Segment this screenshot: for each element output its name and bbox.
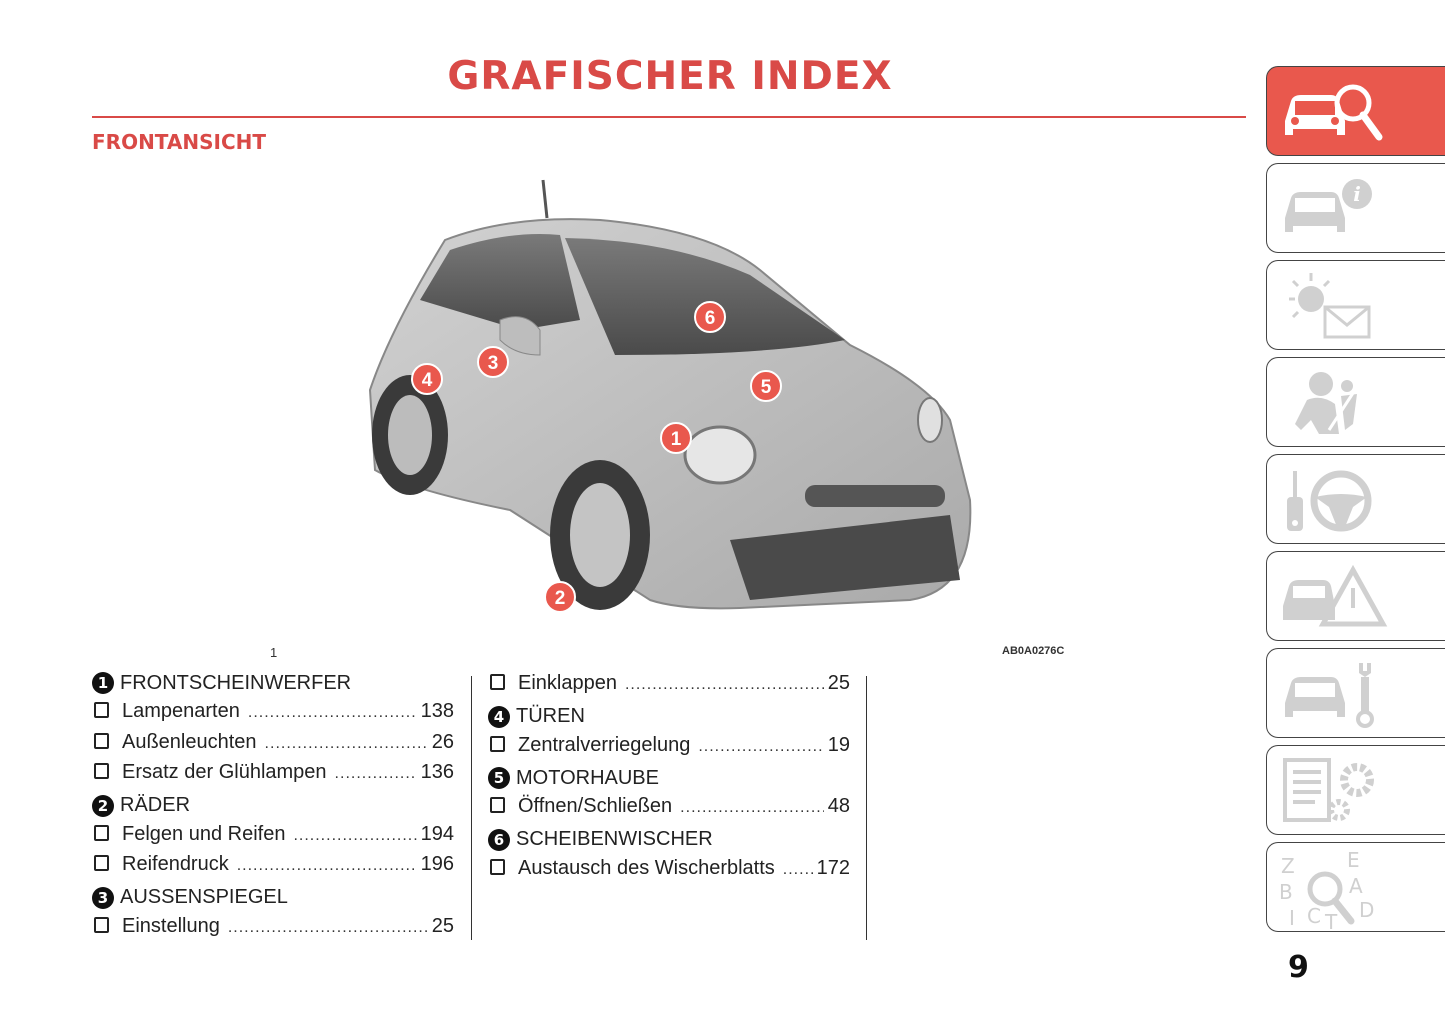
section-heading-label: SCHEIBENWISCHER [516, 828, 713, 850]
section-title: FRONTANSICHT [92, 130, 267, 154]
leader-dots [625, 670, 824, 701]
section-heading-label: AUSSENSPIEGEL [120, 886, 288, 908]
callout-4 [412, 364, 442, 394]
svg-text:4: 4 [421, 370, 433, 391]
tab-emergency[interactable] [1266, 551, 1445, 641]
entry-label: Reifendruck [122, 853, 229, 875]
index-entry[interactable] [92, 849, 454, 880]
entry-page: 26 [431, 730, 454, 753]
entry-label: Außenleuchten [122, 730, 257, 753]
column-divider [866, 676, 867, 940]
emergency-warning-icon [1279, 558, 1389, 634]
svg-text:2: 2 [554, 588, 566, 609]
alphabetical-index-icon [1279, 849, 1389, 929]
svg-text:I: I [1289, 906, 1295, 929]
leader-dots [265, 729, 428, 760]
section-heading-label: TÜREN [516, 705, 585, 727]
index-column-2 [488, 668, 850, 883]
lights-message-icon [1279, 267, 1389, 343]
svg-text:A: A [1349, 874, 1363, 898]
number-badge: 1 [92, 672, 114, 694]
checkbox-icon [490, 859, 505, 875]
figure-number: 1 [270, 645, 278, 660]
entry-page: 172 [816, 856, 850, 879]
number-badge: 2 [92, 795, 114, 817]
section-heading [92, 793, 454, 819]
svg-text:D: D [1359, 898, 1375, 922]
entry-label: Öffnen/Schließen [518, 795, 673, 817]
index-entry[interactable] [488, 730, 850, 761]
checkbox-icon [94, 917, 109, 933]
entry-label: Lampenarten [122, 700, 240, 722]
car-service-icon [1279, 655, 1389, 731]
car-search-icon [1279, 73, 1389, 149]
leader-dots [248, 698, 417, 729]
section-heading [92, 670, 454, 696]
number-badge: 3 [92, 887, 114, 909]
svg-text:i: i [1353, 182, 1361, 206]
index-entry[interactable] [92, 819, 454, 850]
tab-safety[interactable] [1266, 357, 1445, 447]
checkbox-icon [94, 733, 109, 749]
checkbox-icon [490, 736, 505, 752]
entry-page: 19 [827, 733, 850, 756]
leader-dots [335, 759, 417, 790]
leader-dots [680, 793, 824, 824]
callout-1 [661, 423, 691, 453]
entry-page: 136 [420, 761, 454, 783]
section-heading [488, 827, 850, 853]
tab-technical-data[interactable] [1266, 745, 1445, 835]
leader-dots [698, 732, 823, 763]
section-heading [488, 765, 850, 791]
airbag-seatbelt-icon [1279, 364, 1389, 440]
number-badge: 4 [488, 706, 510, 728]
key-steering-wheel-icon [1279, 461, 1389, 537]
number-badge: 5 [488, 767, 510, 789]
leader-dots [228, 913, 428, 944]
entry-label: Ersatz der Glühlampen [122, 761, 327, 783]
callout-5 [751, 371, 781, 401]
number-badge: 6 [488, 829, 510, 851]
index-entry[interactable] [488, 668, 850, 699]
checkbox-icon [94, 825, 109, 841]
entry-page: 196 [420, 853, 454, 875]
tab-service[interactable] [1266, 648, 1445, 738]
index-entry[interactable] [488, 791, 850, 822]
entry-label: Einklappen [518, 672, 617, 694]
car-front-illustration [350, 170, 1010, 640]
title-divider [92, 116, 1246, 118]
tab-graphical-index[interactable] [1266, 66, 1445, 156]
figure-code: AB0A0276C [1002, 645, 1065, 657]
car-info-icon [1279, 170, 1389, 246]
index-entry[interactable] [92, 696, 454, 727]
svg-text:1: 1 [670, 429, 682, 450]
entry-page: 48 [827, 795, 850, 817]
callout-3 [478, 347, 508, 377]
callout-6 [695, 302, 725, 332]
entry-label: Einstellung [122, 914, 220, 937]
entry-label: Felgen und Reifen [122, 822, 286, 845]
tab-car-info[interactable] [1266, 163, 1445, 253]
checkbox-icon [94, 855, 109, 871]
tab-lights-messages[interactable] [1266, 260, 1445, 350]
index-entry[interactable] [92, 757, 454, 788]
svg-text:6: 6 [704, 308, 716, 329]
checkbox-icon [490, 674, 505, 690]
index-entry[interactable] [488, 853, 850, 884]
svg-text:3: 3 [487, 353, 499, 374]
callout-2 [545, 582, 575, 612]
page-title: GRAFISCHER INDEX [447, 54, 893, 99]
section-heading [488, 704, 850, 730]
leader-dots [237, 851, 417, 882]
checkbox-icon [490, 797, 505, 813]
section-heading-label: MOTORHAUBE [516, 766, 659, 789]
checkbox-icon [94, 763, 109, 779]
entry-label: Austausch des Wischerblatts [518, 856, 775, 879]
leader-dots [293, 821, 416, 852]
svg-text:T: T [1325, 910, 1338, 929]
page-number: 9 [1288, 950, 1309, 985]
section-heading-label: RÄDER [120, 794, 191, 816]
entry-label: Zentralverriegelung [518, 733, 691, 756]
entry-page: 194 [420, 822, 454, 845]
leader-dots [783, 855, 813, 886]
technical-data-icon [1279, 752, 1389, 828]
column-divider [471, 676, 472, 940]
index-entry[interactable] [92, 727, 454, 758]
entry-page: 25 [431, 914, 454, 937]
svg-text:E: E [1347, 849, 1360, 872]
svg-text:Z: Z [1281, 854, 1295, 878]
entry-page: 138 [420, 700, 454, 722]
tab-starting-driving[interactable] [1266, 454, 1445, 544]
svg-text:B: B [1279, 880, 1293, 904]
checkbox-icon [94, 702, 109, 718]
section-heading [92, 885, 454, 911]
tab-alphabetical-index[interactable] [1266, 842, 1445, 932]
svg-text:5: 5 [760, 377, 772, 398]
section-heading-label: FRONTSCHEINWERFER [120, 671, 352, 694]
index-column-1 [92, 668, 454, 941]
entry-page: 25 [827, 672, 850, 694]
svg-text:C: C [1307, 904, 1321, 928]
index-entry[interactable] [92, 911, 454, 942]
